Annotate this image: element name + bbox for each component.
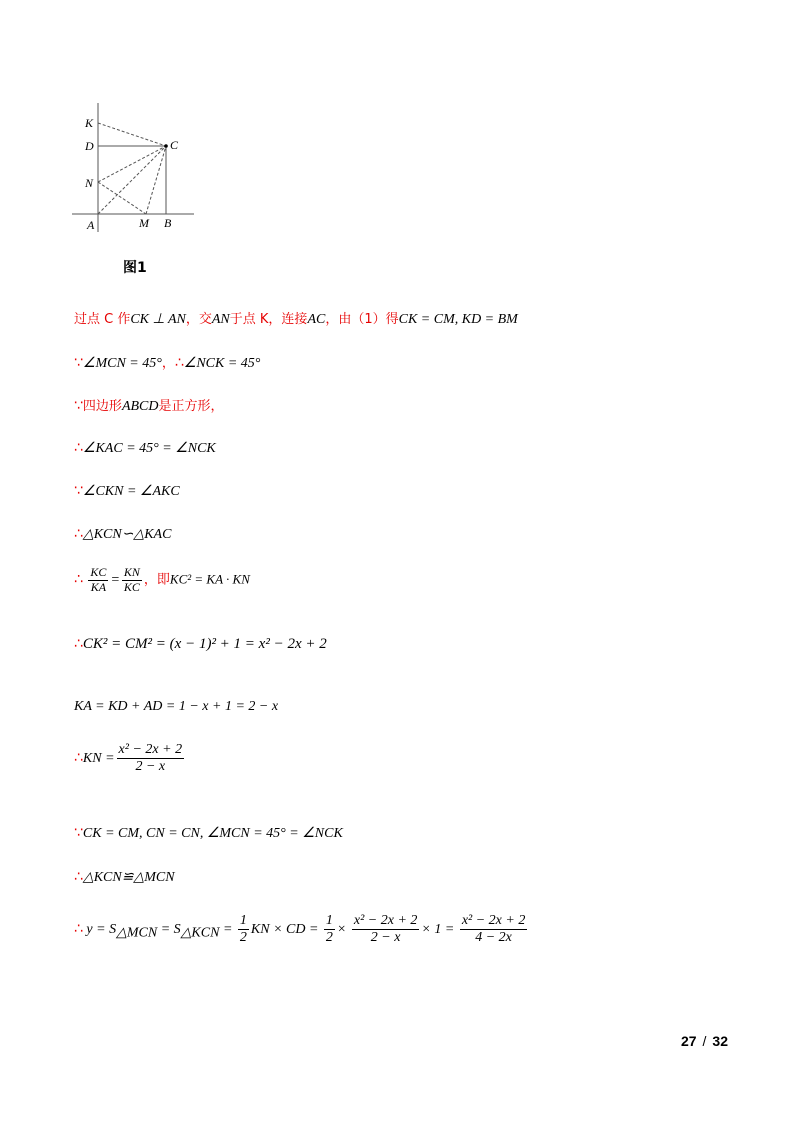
solution-line-7 bbox=[74, 566, 250, 595]
denominator: KA bbox=[90, 579, 107, 594]
math: △KCN≌△MCN bbox=[82, 870, 175, 885]
solution-line-1 bbox=[74, 312, 518, 329]
math: AN bbox=[211, 312, 230, 327]
point-C bbox=[164, 144, 168, 148]
solution-line-12 bbox=[74, 869, 175, 887]
denominator: KC bbox=[123, 579, 140, 594]
subscript: △MCN bbox=[116, 925, 158, 941]
solution-line-6 bbox=[74, 526, 171, 544]
subscript: △KCN bbox=[180, 925, 220, 941]
text: ，即 bbox=[143, 572, 170, 588]
figure-caption: 图1 bbox=[123, 260, 147, 276]
math: KN × CD = bbox=[250, 921, 319, 937]
math: KA = KD + AD = 1 − x + 1 = 2 − x bbox=[74, 699, 279, 714]
label-D: D bbox=[85, 139, 94, 153]
because-symbol: ∵ bbox=[74, 825, 83, 841]
therefore-symbol: ∴ bbox=[74, 440, 83, 456]
numerator: x² − 2x + 2 bbox=[460, 913, 528, 930]
text: 是正方形， bbox=[158, 399, 224, 414]
therefore-symbol: ∴ bbox=[74, 749, 83, 766]
therefore-symbol: ∴ bbox=[74, 920, 83, 937]
segment-NM bbox=[98, 182, 146, 214]
fraction-KC-KA bbox=[88, 566, 108, 595]
numerator: KN bbox=[123, 565, 140, 579]
label-K: K bbox=[85, 116, 94, 130]
denominator: 2 − x bbox=[370, 930, 401, 946]
equals: = bbox=[110, 572, 120, 588]
label-C: C bbox=[170, 138, 179, 152]
label-B: B bbox=[164, 216, 172, 230]
page-number bbox=[681, 1033, 728, 1049]
math: × bbox=[336, 921, 347, 937]
math: CK = CM, KD = BM bbox=[398, 312, 518, 327]
segment-NC bbox=[98, 146, 166, 182]
therefore-symbol: ∴ bbox=[74, 636, 83, 652]
label-A: A bbox=[87, 218, 95, 232]
text: 四边形 bbox=[82, 399, 122, 414]
denominator: 2 bbox=[325, 930, 333, 946]
because-symbol: ∵ bbox=[74, 355, 83, 371]
current-page: 27 bbox=[680, 1033, 697, 1049]
fraction-KN bbox=[117, 742, 185, 775]
math: ∠MCN = 45° bbox=[82, 356, 162, 371]
solution-line-9 bbox=[74, 699, 278, 716]
because-symbol: ∵ bbox=[74, 483, 83, 499]
math: = S bbox=[160, 921, 181, 937]
denominator: 4 − 2x bbox=[475, 930, 512, 946]
denominator: 2 − x bbox=[135, 759, 166, 775]
fraction-half bbox=[238, 913, 249, 946]
because-symbol: ∵ bbox=[74, 398, 83, 414]
math: AC bbox=[307, 312, 326, 327]
fraction-result bbox=[460, 913, 528, 946]
numerator: x² − 2x + 2 bbox=[117, 742, 185, 759]
numerator: 1 bbox=[238, 913, 249, 930]
solution-line-11 bbox=[74, 825, 343, 843]
numerator: x² − 2x + 2 bbox=[352, 913, 420, 930]
text: ，交 bbox=[185, 312, 212, 327]
text: ，由（1）得 bbox=[325, 312, 399, 327]
solution-line-8 bbox=[74, 635, 327, 654]
solution-line-3 bbox=[74, 398, 224, 416]
denominator: 2 bbox=[239, 930, 247, 946]
math: CK² = CM² = (x − 1)² + 1 = x² − 2x + 2 bbox=[82, 636, 327, 652]
total-pages: 32 bbox=[712, 1033, 728, 1049]
text: 于点 K，连接 bbox=[229, 312, 308, 327]
therefore-symbol: ∴ bbox=[74, 571, 83, 588]
math: KC² = KA · KN bbox=[169, 571, 250, 587]
page-separator: / bbox=[702, 1033, 707, 1049]
segment-KC bbox=[98, 123, 166, 146]
numerator: 1 bbox=[324, 913, 335, 930]
math: = bbox=[222, 921, 233, 937]
therefore-symbol: ∴ bbox=[74, 526, 83, 542]
therefore-symbol: ∴ bbox=[174, 355, 184, 371]
geometry-figure bbox=[60, 95, 210, 245]
math: × 1 = bbox=[421, 921, 455, 937]
solution-line-10 bbox=[74, 742, 186, 775]
math: ∠NCK = 45° bbox=[183, 356, 261, 371]
math: CK = CM, CN = CN, ∠MCN = 45° = ∠NCK bbox=[82, 826, 343, 841]
solution-line-4 bbox=[74, 440, 216, 458]
math: ABCD bbox=[121, 399, 159, 414]
therefore-symbol: ∴ bbox=[74, 869, 83, 885]
math: △KCN∽△KAC bbox=[82, 527, 172, 542]
fraction-KN-KC bbox=[122, 566, 142, 595]
label-N: N bbox=[85, 176, 94, 190]
fraction-KN bbox=[352, 913, 420, 946]
math: ∠KAC = 45° = ∠NCK bbox=[82, 441, 216, 456]
text: 过点 C 作 bbox=[74, 312, 131, 327]
fraction-half bbox=[324, 913, 335, 946]
separator: ， bbox=[161, 356, 175, 371]
numerator: KC bbox=[90, 565, 107, 579]
math: CK ⊥ AN bbox=[130, 312, 186, 327]
math: KN = bbox=[82, 750, 115, 766]
solution-line-13 bbox=[74, 913, 529, 946]
math: ∠CKN = ∠AKC bbox=[82, 484, 180, 499]
solution-line-5 bbox=[74, 483, 180, 501]
label-M: M bbox=[139, 216, 149, 230]
math: y = S bbox=[86, 921, 117, 937]
solution-line-2 bbox=[74, 355, 260, 373]
